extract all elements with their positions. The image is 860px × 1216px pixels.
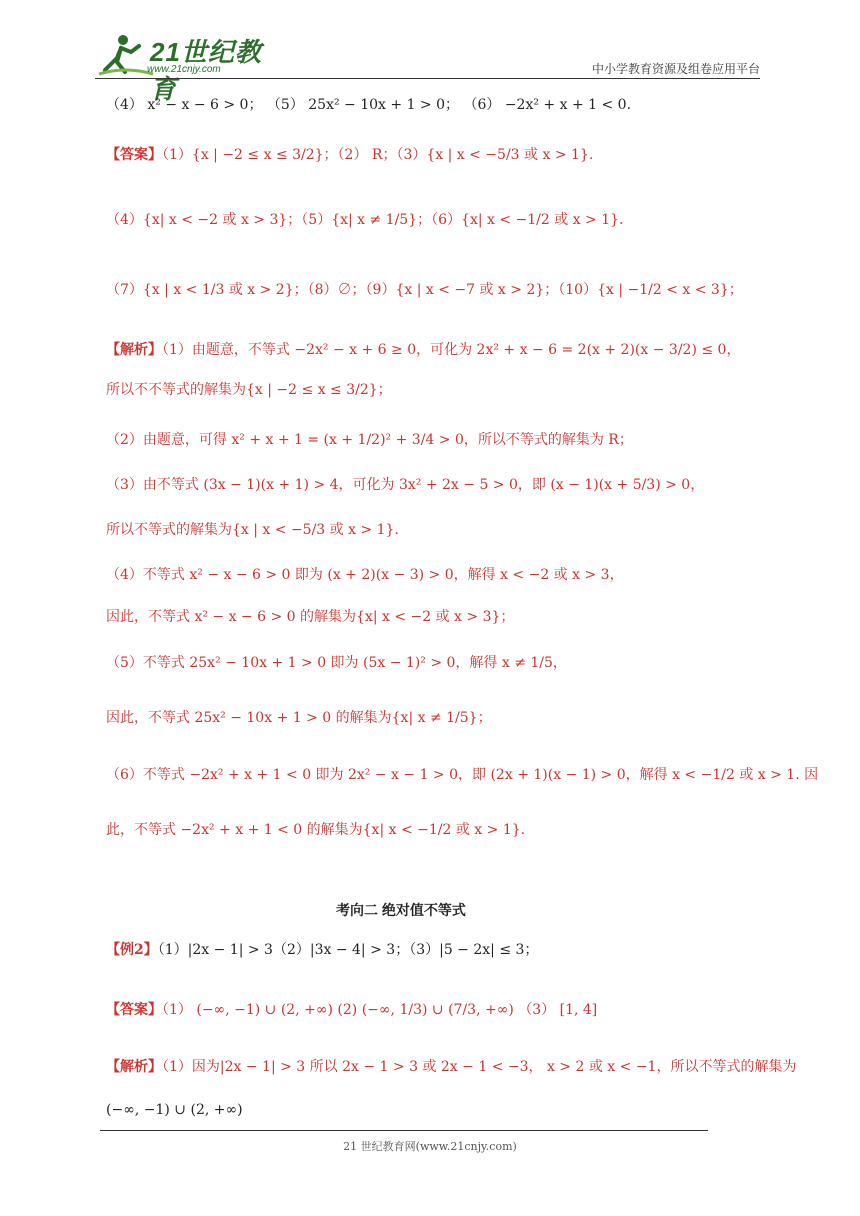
- logo-subtext: www.21cnjy.com: [147, 64, 221, 75]
- line-text: （3）由不等式 (3x − 1)(x + 1) > 4，可化为 3x² + 2x − 5 > 0，即 (x − 1)(x + 5/3) > 0，: [106, 477, 705, 493]
- line-text: （1） (−∞, −1) ∪ (2, +∞) (2) (−∞, 1/3) ∪ (7/3, +∞) （3） [1, 4]: [162, 1002, 598, 1018]
- text-line: [106, 940, 538, 960]
- footer-divider: [100, 1130, 708, 1131]
- text-line: [106, 145, 593, 165]
- line-text: 因此，不等式 25x² − 10x + 1 > 0 的解集为{x| x ≠ 1/5}；: [106, 710, 492, 726]
- text-line: [106, 607, 514, 627]
- line-text: (−∞, −1) ∪ (2, +∞): [106, 1102, 243, 1118]
- line-text: （1）|2x − 1| > 3（2）|3x − 4| > 3；（3）|5 − 2x| ≤ 3；: [157, 942, 539, 958]
- text-line: [106, 475, 704, 495]
- logo: [95, 30, 265, 104]
- page-header: [95, 30, 760, 104]
- footer-text: 21 世纪教育网(www.21cnjy.com): [343, 1140, 517, 1153]
- line-text: 所以不等式的解集为{x | x < −5/3 或 x > 1}.: [106, 522, 399, 538]
- line-text: （1）{x | −2 ≤ x ≤ 3/2}；（2） R；（3）{x | x < −5/3 或 x > 1}.: [162, 147, 594, 163]
- line-text: （7）{x | x < 1/3 或 x > 2}；（8）∅；（9）{x | x < −7 或 x > 2}；（10）{x | −1/2 < x < 3}；: [106, 282, 743, 298]
- text-line: [106, 765, 818, 785]
- label-tag: 【解析】: [106, 1059, 162, 1075]
- line-text: （4）不等式 x² − x − 6 > 0 即为 (x + 2)(x − 3) > 0，解得 x < −2 或 x > 3，: [106, 567, 624, 583]
- label-tag: 【答案】: [106, 147, 162, 163]
- text-line: [106, 1100, 243, 1120]
- text-line: [106, 708, 492, 728]
- runner-logo-icon: [95, 30, 155, 80]
- text-line: [106, 820, 525, 840]
- header-divider: [95, 78, 760, 79]
- line-text: （2）由题意，可得 x² + x + 1 = (x + 1/2)² + 3/4 > 0，所以不等式的解集为 R；: [106, 432, 633, 448]
- text-line: [106, 1000, 597, 1020]
- line-text: （4）{x| x < −2 或 x > 3}；（5）{x| x ≠ 1/5}；（6）{x| x < −1/2 或 x > 1}.: [106, 212, 624, 228]
- text-line: [106, 565, 624, 585]
- line-text: 此，不等式 −2x² + x + 1 < 0 的解集为{x| x < −1/2 或 x > 1}.: [106, 822, 526, 838]
- text-line: [106, 520, 399, 540]
- header-platform-name: 中小学教育资源及组卷应用平台: [591, 62, 760, 76]
- line-text: （1）由题意，不等式 −2x² − x + 6 ≥ 0，可化为 2x² + x − 6 = 2(x + 2)(x − 3/2) ≤ 0，: [162, 342, 741, 358]
- text-line: [106, 1057, 796, 1077]
- label-tag: 【解析】: [106, 342, 162, 358]
- label-tag: 【答案】: [106, 1002, 162, 1018]
- section-title: 考向二 绝对值不等式: [336, 902, 466, 918]
- text-line: [106, 280, 743, 300]
- logo-text: 21世纪教育: [150, 37, 262, 104]
- line-text: （6）不等式 −2x² + x + 1 < 0 即为 2x² − x − 1 > 0，即 (2x + 1)(x − 1) > 0，解得 x < −1/2 或 x > 1. 因: [106, 767, 819, 783]
- label-tag: 【例2】: [106, 942, 158, 958]
- text-line: [106, 95, 631, 115]
- text-line: [106, 380, 392, 400]
- text-line: [106, 210, 623, 230]
- line-text: （4） x² − x − 6 > 0； （5） 25x² − 10x + 1 > 0； （6） −2x² + x + 1 < 0.: [106, 97, 632, 113]
- line-text: 因此，不等式 x² − x − 6 > 0 的解集为{x| x < −2 或 x > 3}；: [106, 609, 515, 625]
- line-text: （5）不等式 25x² − 10x + 1 > 0 即为 (5x − 1)² > 0，解得 x ≠ 1/5，: [106, 655, 567, 671]
- line-text: 所以不不等式的解集为{x | −2 ≤ x ≤ 3/2}；: [106, 382, 392, 398]
- text-line: [106, 430, 633, 450]
- text-line: [106, 340, 740, 360]
- line-text: （1）因为|2x − 1| > 3 所以 2x − 1 > 3 或 2x − 1 < −3， x > 2 或 x < −1，所以不等式的解集为: [162, 1059, 797, 1075]
- text-line: [106, 653, 567, 673]
